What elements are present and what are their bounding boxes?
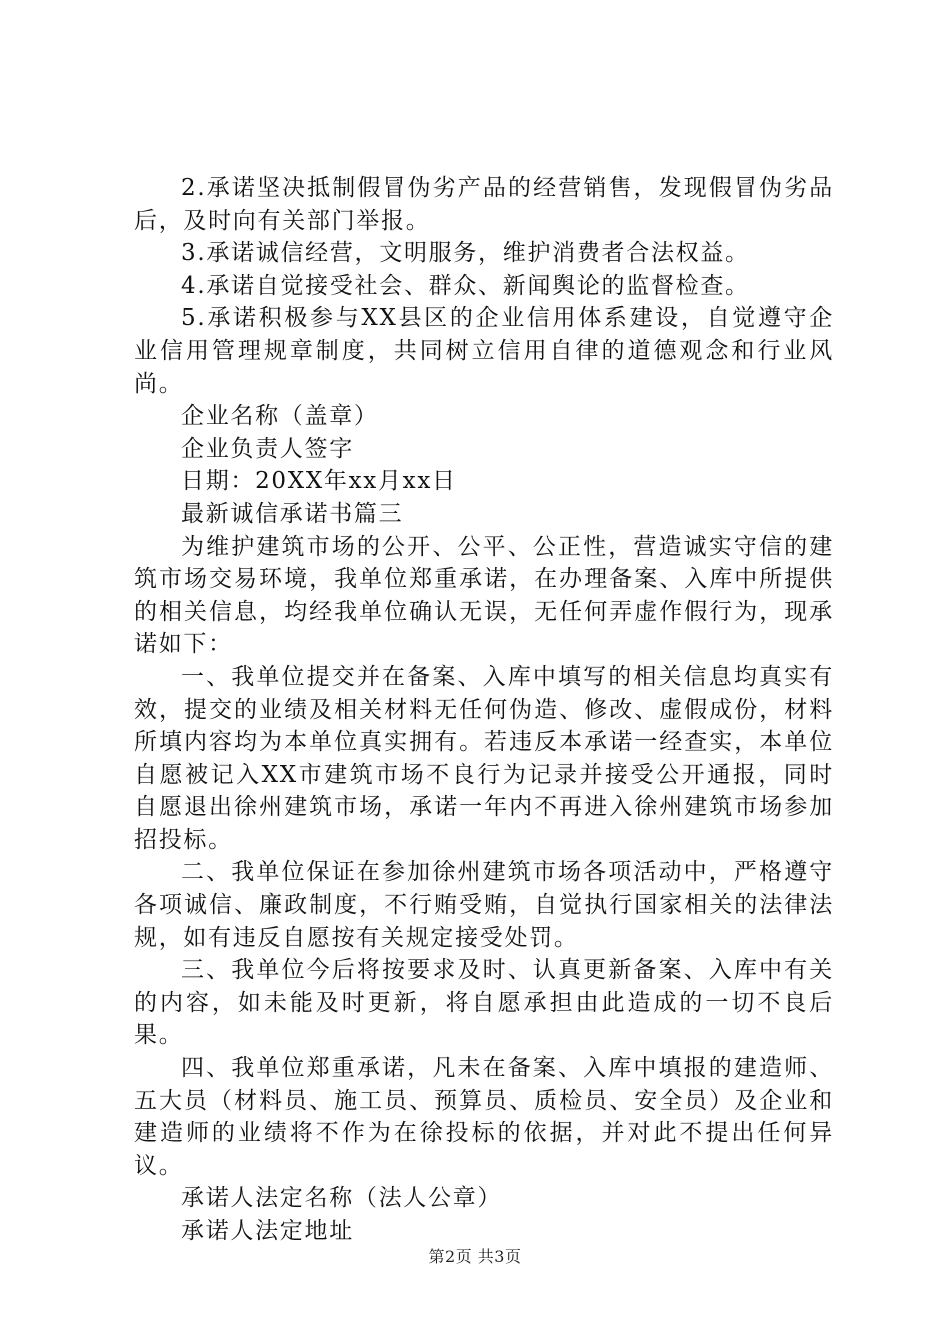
company-name-line: 企业名称（盖章） <box>181 403 379 430</box>
date-line: 日期：20XX年xx月xx日 <box>181 468 457 495</box>
clause-2: 2.承诺坚决抵制假冒伪劣产品的经营销售，发现假冒伪劣品后，及时向有关部门举报。 <box>134 175 834 234</box>
page-number: 第2页 共3页 <box>428 1247 522 1266</box>
clause-4: 4.承诺自觉接受社会、群众、新闻舆论的监督检查。 <box>181 272 750 299</box>
pledge-item-1: 一、我单位提交并在备案、入库中填写的相关信息均真实有效，提交的业绩及相关材料无任何伪造、修改、虚假成份，材料所填内容均为本单位真实拥有。若违反本承诺一经查实，本单位自愿被记入XX市建筑市场不良行为记录并接受公开通报，同时自愿退出徐州建筑市场，承诺一年内不再进入徐州建筑市场参加招投标。 <box>134 663 834 853</box>
clause-3: 3.承诺诚信经营，文明服务，维护消费者合法权益。 <box>181 240 750 267</box>
pledger-legal-address-line: 承诺人法定地址 <box>181 1218 354 1244</box>
pledger-legal-name-line: 承诺人法定名称（法人公章） <box>181 1185 503 1212</box>
clause-5: 5.承诺积极参与XX县区的企业信用体系建设，自觉遵守企业信用管理规章制度，共同树立信用自律的道德观念和行业风尚。 <box>134 305 834 397</box>
pledge-item-4: 四、我单位郑重承诺，凡未在备案、入库中填报的建造师、五大员（材料员、施工员、预算员、质检员、安全员）及企业和建造师的业绩将不作为在徐投标的依据，并对此不提出任何异议。 <box>134 1055 834 1179</box>
company-signature-line: 企业负责人签字 <box>181 435 354 462</box>
section-heading: 最新诚信承诺书篇三 <box>181 500 404 527</box>
pledge-item-3: 三、我单位今后将按要求及时、认真更新备案、入库中有关的内容，如未能及时更新，将自愿承担由此造成的一切不良后果。 <box>134 957 834 1049</box>
intro-paragraph: 为维护建筑市场的公开、公平、公正性，营造诚实守信的建筑市场交易环境，我单位郑重承诺，在办理备案、入库中所提供的相关信息，均经我单位确认无误，无任何弄虚作假行为，现承诺如下： <box>134 533 834 658</box>
pledge-item-2: 二、我单位保证在参加徐州建筑市场各项活动中，严格遵守各项诚信、廉政制度，不行贿受贿，自觉执行国家相关的法律法规，如有违反自愿按有关规定接受处罚。 <box>134 859 834 951</box>
document-body <box>134 172 834 1248</box>
